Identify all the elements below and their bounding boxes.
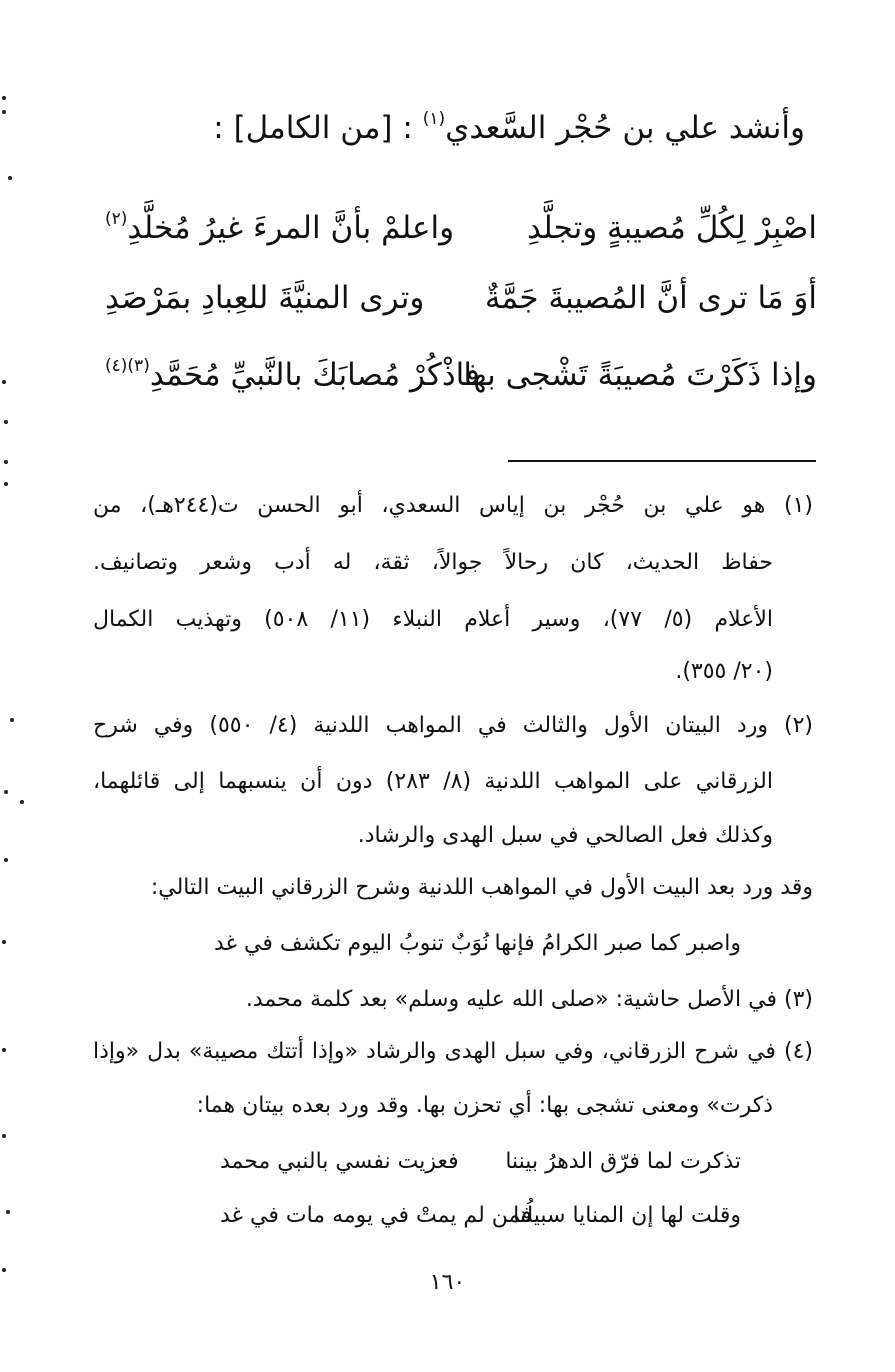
scan-speck [2, 110, 6, 114]
footnote-ref-1: (١) [422, 109, 446, 129]
footnote-1-line-2: حفاظ الحديث، كان رحالاً جوالاً، ثقة، له أدب وشعر وتصانيف. [93, 550, 773, 575]
poem-intro [85, 104, 805, 152]
scan-speck [2, 380, 6, 384]
scan-speck [4, 790, 8, 794]
footnote-1-line-4: (٢٠/ ٣٥٥). [675, 659, 773, 684]
footnote-4-verse-1-first: تذكرت لما فرّق الدهرُ بيننا [505, 1149, 741, 1174]
scan-speck [4, 482, 8, 486]
verse-1-first-hemistich: اصْبِرْ لِكُلِّ مُصيبةٍ وتجلَّدِ [527, 210, 817, 246]
footnote-2-verse-first: واصبر كما صبر الكرامُ فإنها [494, 931, 741, 956]
scan-speck [2, 940, 6, 944]
footnote-ref-2: (٢) [105, 209, 128, 229]
footnote-4-verse-2-second: فمن لم يمتْ في يومه مات في غد [220, 1203, 532, 1228]
page-number: ١٦٠ [429, 1270, 466, 1295]
intro-text: وأنشد علي بن حُجْر السَّعدي [445, 110, 805, 146]
verse-2 [105, 268, 817, 328]
verse-1-second-hemistich [105, 198, 454, 258]
footnote-1-line-3: الأعلام (٥/ ٧٧)، وسير أعلام النبلاء (١١/ ٥٠٨) وتهذيب الكمال [93, 607, 773, 632]
footnote-1-line-1: (١) هو علي بن حُجْر بن إياس السعدي، أبو الحسن ت(٢٤٤هـ)، من [93, 493, 813, 518]
scan-speck [6, 1210, 10, 1214]
footnote-4-verse-2-first: وقلت لها إن المنايا سبيلُنا [513, 1203, 741, 1228]
scan-speck [4, 420, 8, 424]
footnote-4-line-1: (٤) في شرح الزرقاني، وفي سبل الهدى والرشاد «وإذا أتتك مصيبة» بدل «وإذا [93, 1039, 813, 1064]
scan-speck [2, 1268, 6, 1272]
footnote-4-verse-1-second: فعزيت نفسي بالنبي محمد [220, 1149, 459, 1174]
footnote-4-line-2: ذكرت» ومعنى تشجى بها: أي تحزن بها. وقد ورد بعده بيتان هما: [196, 1093, 773, 1118]
meter-label: : [من الكامل] : [213, 110, 413, 146]
scan-speck [2, 1048, 6, 1052]
verse-2-first-hemistich: أوَ مَا ترى أنَّ المُصيبةَ جَمَّةٌ [484, 280, 817, 316]
footnote-ref-3-4: (٣)(٤) [105, 356, 150, 376]
verse-3 [105, 345, 817, 405]
footnote-2-verse-second: نُوَبٌ تنوبُ اليوم تكشف في غد [214, 931, 490, 956]
scan-speck [2, 96, 6, 100]
scan-speck [4, 460, 8, 464]
scan-speck [20, 800, 24, 804]
footnote-2-line-1: (٢) ورد البيتان الأول والثالث في المواهب اللدنية (٤/ ٥٥٠) وفي شرح [93, 713, 813, 738]
scan-speck [8, 176, 12, 180]
footnote-2-line-3: وكذلك فعل الصالحي في سبل الهدى والرشاد. [357, 823, 773, 848]
scan-speck [10, 718, 14, 722]
verse-1-second-text: واعلمْ بأنَّ المرءَ غيرُ مُخلَّدِ [127, 210, 455, 246]
verse-1 [105, 198, 817, 258]
footnote-3: (٣) في الأصل حاشية: «صلى الله عليه وسلم» بعد كلمة محمد. [245, 987, 813, 1012]
footnote-separator [508, 460, 816, 462]
verse-2-second-hemistich: وترى المنيَّةَ للعِبادِ بمَرْصَدِ [105, 280, 425, 316]
footnote-2-line-2: الزرقاني على المواهب اللدنية (٨/ ٢٨٣) دون أن ينسبهما إلى قائلهما، [93, 769, 773, 794]
scan-speck [4, 858, 8, 862]
verse-3-second-text: فاذْكُرْ مُصابَكَ بالنَّبيِّ مُحَمَّدِ [149, 357, 480, 393]
verse-3-second-hemistich [105, 345, 480, 405]
scan-speck [2, 1134, 6, 1138]
footnote-2-note: وقد ورد بعد البيت الأول في المواهب اللدنية وشرح الزرقاني البيت التالي: [150, 875, 813, 900]
verse-3-first-hemistich: وإذا ذَكَرْتَ مُصيبَةً تَشْجى بها [463, 357, 817, 393]
